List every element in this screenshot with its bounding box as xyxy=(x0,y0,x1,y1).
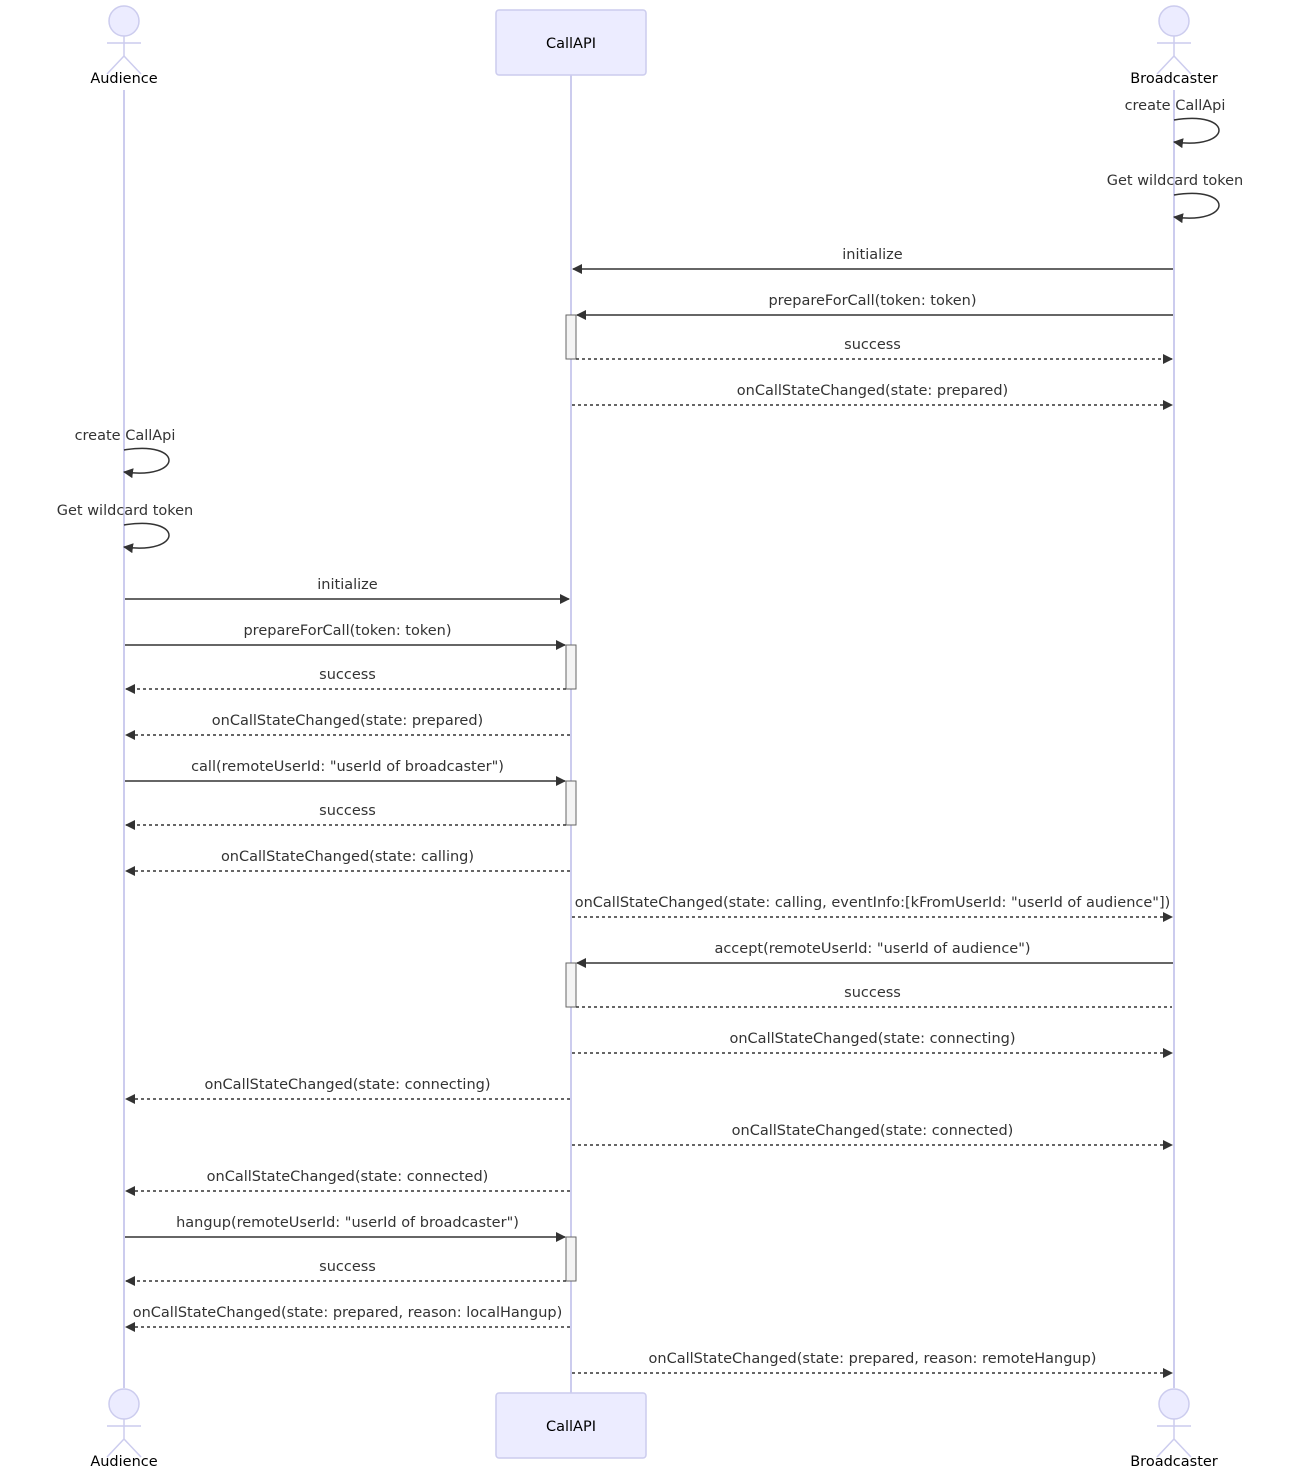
participant-label: CallAPI xyxy=(545,1419,597,1435)
message-label: call(remoteUserId: "userId of broadcaster") xyxy=(191,759,504,775)
message xyxy=(572,895,1172,917)
actor-icon xyxy=(107,1389,141,1457)
message-label: success xyxy=(319,803,376,819)
participant-callapi-bottom xyxy=(496,1393,646,1458)
activation-bar xyxy=(566,781,576,825)
actor-icon xyxy=(1157,6,1191,74)
message xyxy=(125,623,565,645)
participant-label: Audience xyxy=(90,1454,158,1469)
actor-icon xyxy=(1157,1389,1191,1457)
message-label: initialize xyxy=(842,247,903,263)
participant-label: Broadcaster xyxy=(1130,71,1218,87)
message-label: hangup(remoteUserId: "userId of broadcaster") xyxy=(176,1215,519,1231)
message-label: create CallApi xyxy=(1124,98,1226,114)
message-label: onCallStateChanged(state: calling) xyxy=(220,849,475,865)
message-label: onCallStateChanged(state: prepared, reason: remoteHangup) xyxy=(648,1351,1097,1367)
message xyxy=(576,985,1172,1007)
message-label: create CallApi xyxy=(74,428,176,444)
message-label: onCallStateChanged(state: connected) xyxy=(731,1123,1014,1139)
message-label: Get wildcard token xyxy=(1106,173,1244,189)
message-label: onCallStateChanged(state: prepared, reason: localHangup) xyxy=(132,1305,563,1321)
message-label: prepareForCall(token: token) xyxy=(243,623,452,639)
participant-label: CallAPI xyxy=(545,36,597,52)
participant-broadcaster-bottom xyxy=(1130,1389,1218,1469)
message xyxy=(572,1351,1172,1373)
message xyxy=(125,577,569,599)
participant-audience-top xyxy=(90,6,157,87)
message xyxy=(572,1123,1172,1145)
message xyxy=(573,247,1173,269)
message-label: success xyxy=(319,1259,376,1275)
message xyxy=(126,1305,570,1327)
message-label: onCallStateChanged(state: calling, eventInfo:[kFromUserId: "userId of audience"]) xyxy=(574,895,1171,911)
message-label: onCallStateChanged(state: connecting) xyxy=(729,1031,1016,1047)
message-label: initialize xyxy=(317,577,378,593)
message-label: onCallStateChanged(state: prepared) xyxy=(211,713,484,729)
message xyxy=(572,383,1172,405)
message-label: success xyxy=(844,985,901,1001)
message xyxy=(577,293,1173,315)
activation-bar xyxy=(566,963,576,1007)
self-message-arrow xyxy=(1174,193,1219,218)
message xyxy=(126,713,570,735)
message xyxy=(126,849,570,871)
self-message-arrow xyxy=(124,523,169,548)
message xyxy=(126,803,566,825)
participant-audience-bottom xyxy=(90,1389,157,1469)
message-label: onCallStateChanged(state: connecting) xyxy=(204,1077,491,1093)
message xyxy=(126,667,566,689)
message xyxy=(572,1031,1172,1053)
actor-icon xyxy=(107,6,141,74)
message-label: onCallStateChanged(state: prepared) xyxy=(736,383,1009,399)
message-label: onCallStateChanged(state: connected) xyxy=(206,1169,489,1185)
participant-broadcaster-top xyxy=(1130,6,1218,87)
message-label: accept(remoteUserId: "userId of audience") xyxy=(714,941,1031,957)
activation-bar xyxy=(566,315,576,359)
message-label: Get wildcard token xyxy=(56,503,194,519)
activation-bar xyxy=(566,645,576,689)
message xyxy=(576,337,1172,359)
message xyxy=(125,759,565,781)
message-label: prepareForCall(token: token) xyxy=(768,293,977,309)
participant-callapi-top xyxy=(496,10,646,75)
message-label: success xyxy=(319,667,376,683)
activation-bar xyxy=(566,1237,576,1281)
message xyxy=(126,1169,570,1191)
message xyxy=(125,1215,565,1237)
message xyxy=(126,1077,570,1099)
self-message-arrow xyxy=(124,448,169,473)
message xyxy=(577,941,1173,963)
message-label: success xyxy=(844,337,901,353)
participant-label: Audience xyxy=(90,71,158,87)
self-message-arrow xyxy=(1174,118,1219,143)
participant-label: Broadcaster xyxy=(1130,1454,1218,1469)
message xyxy=(126,1259,566,1281)
